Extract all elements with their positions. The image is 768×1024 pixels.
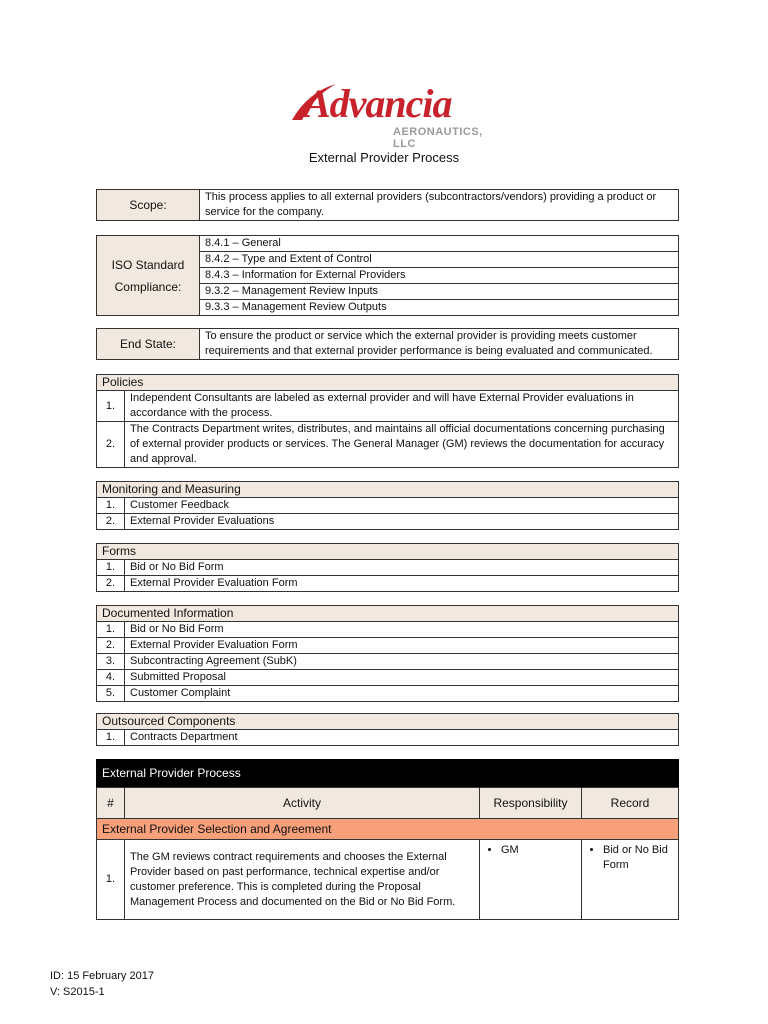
list-item: Submitted Proposal [125,670,679,686]
end-state-label: End State: [97,329,200,360]
step-number: 1. [97,840,125,920]
step-responsibility-cell [480,840,582,920]
list-number: 5. [97,686,125,702]
list-number: 3. [97,654,125,670]
step-responsibility: • GM [501,843,576,858]
process-table [96,787,679,920]
iso-label-line2: Compliance: [114,279,182,294]
list-number: 2. [97,576,125,592]
logo-subtitle: AERONAUTICS, LLC [393,126,483,150]
end-state-text: To ensure the product or service which the external provider is providing meets customer requirements and that external provider performance is being evaluated and communicated. [200,329,679,360]
list-item: Customer Complaint [125,686,679,702]
list-number: 1. [97,560,125,576]
policy-text: The Contracts Department writes, distributes, and maintains all official documentations concerning purchasing of external provider products or services. The General Manager (GM) reviews the documentation for accuracy and approval. [125,422,679,468]
list-item: Bid or No Bid Form [125,622,679,638]
scope-label: Scope: [97,190,200,221]
list-number: 4. [97,670,125,686]
iso-item: 8.4.3 – Information for External Providers [200,268,679,284]
logo-wordmark: Advancia [304,81,452,126]
iso-table [96,235,679,316]
step-record: • Bid or No Bid Form [603,843,673,873]
document-title: External Provider Process [308,150,460,165]
process-section-header: External Provider Selection and Agreement [97,819,679,840]
column-header-activity: Activity [125,788,480,819]
policies-header: Policies [97,375,679,391]
policy-text: Independent Consultants are labeled as external provider and will have External Provider evaluations in accordance with the process. [125,391,679,422]
list-item: Customer Feedback [125,498,679,514]
documented-info-table [96,605,679,702]
monitoring-header: Monitoring and Measuring [97,482,679,498]
step-record-cell [582,840,679,920]
iso-item: 8.4.2 – Type and Extent of Control [200,252,679,268]
scope-table [96,189,679,221]
outsourced-header: Outsourced Components [97,714,679,730]
policies-table [96,374,679,468]
column-header-responsibility: Responsibility [480,788,582,819]
list-number: 1. [97,730,125,746]
end-state-table [96,328,679,360]
list-item: External Provider Evaluations [125,514,679,530]
column-header-record: Record [582,788,679,819]
list-number: 1. [97,622,125,638]
list-item: External Provider Evaluation Form [125,638,679,654]
iso-item: 9.3.2 – Management Review Inputs [200,284,679,300]
forms-table [96,543,679,592]
list-item: External Provider Evaluation Form [125,576,679,592]
documented-info-header: Documented Information [97,606,679,622]
iso-item: 9.3.3 – Management Review Outputs [200,300,679,316]
table-row [97,840,679,920]
company-logo [290,81,483,150]
footer [50,968,154,1000]
column-header-number: # [97,788,125,819]
footer-id: ID: 15 February 2017 [50,970,154,982]
iso-label-line1: ISO Standard [111,257,185,272]
outsourced-table [96,713,679,746]
list-item: Contracts Department [125,730,679,746]
iso-label [97,236,200,316]
list-item: Bid or No Bid Form [125,560,679,576]
scope-text: This process applies to all external providers (subcontractors/vendors) providing a product or service for the company. [200,190,679,221]
monitoring-table [96,481,679,530]
list-number: 2. [97,514,125,530]
list-number: 2. [97,638,125,654]
policy-number: 2. [97,422,125,468]
policy-number: 1. [97,391,125,422]
iso-item: 8.4.1 – General [200,236,679,252]
forms-header: Forms [97,544,679,560]
footer-version: V: S2015-1 [50,986,105,998]
list-item: Subcontracting Agreement (SubK) [125,654,679,670]
list-number: 1. [97,498,125,514]
step-activity: The GM reviews contract requirements and chooses the External Provider based on past performance, technical expertise and/or customer preference. This is completed during the Proposal Management Process and documented on the Bid or No Bid Form. [125,840,480,920]
process-title-bar: External Provider Process [96,759,679,787]
